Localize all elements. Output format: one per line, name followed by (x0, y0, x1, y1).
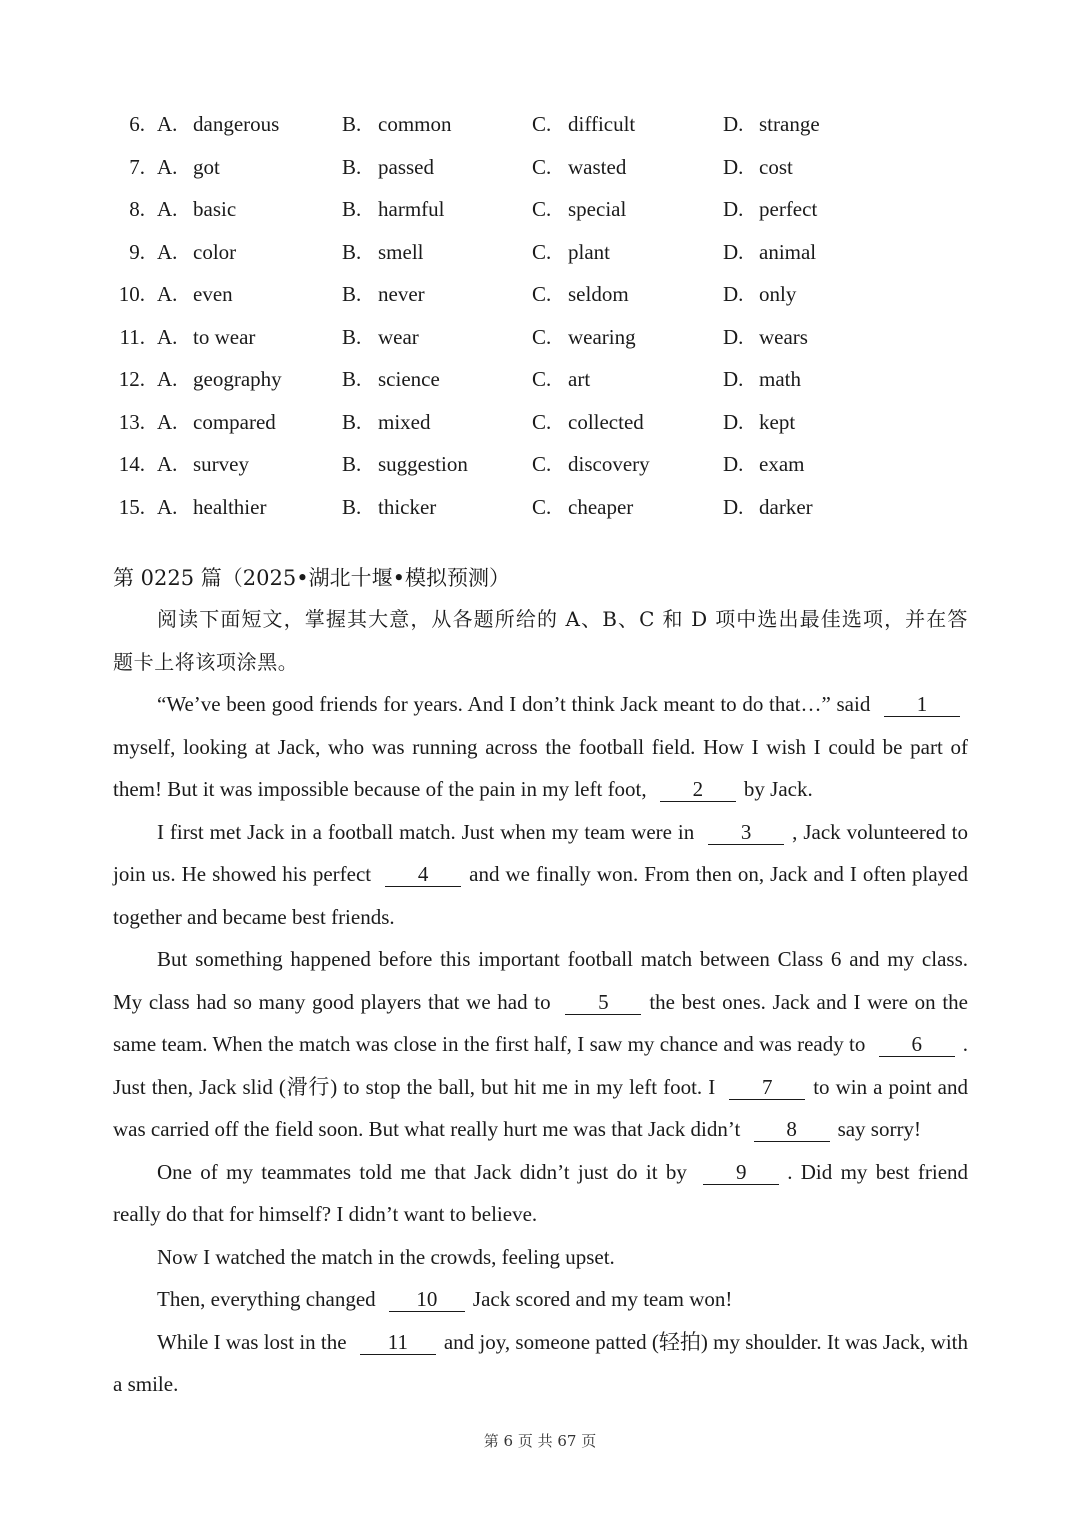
option-row (113, 486, 873, 529)
choice-c: C. seldom (532, 282, 629, 306)
choice-c: C. special (532, 197, 627, 221)
choice-c: C. discovery (532, 452, 650, 476)
question-number: 9. (129, 239, 145, 264)
option-row (113, 231, 873, 274)
answer-blank: 5 (565, 990, 641, 1015)
passage-paragraph: “We’ve been good friends for years. And I don’t think Jack meant to do that…” said 1myself, looking at Jack, who was running across the football field. How I wish I could be part of them! But it was impossible because of the pain in my left foot, 2 by Jack. (113, 692, 968, 801)
passage-paragraph: Now I watched the match in the crowds, feeling upset. (157, 1244, 615, 1269)
answer-blank: 11 (360, 1330, 436, 1355)
choice-a: A. compared (157, 409, 276, 434)
choice-d: D. strange (723, 112, 820, 136)
option-row (113, 273, 873, 316)
choice-d: D. animal (723, 239, 817, 264)
choice-b: B. common (342, 112, 452, 136)
choice-b: B. smell (342, 239, 424, 264)
question-number: 10. (118, 282, 145, 306)
choice-d: D. exam (723, 452, 805, 476)
choice-a: A. healthier (157, 494, 267, 519)
passage-paragraph: I first met Jack in a football match. Just when my team were in 3 , Jack volunteered to join us. He showed his perfect 4 and we finally won. From then on, Jack and I often played together and became best friends. (113, 819, 968, 929)
choice-a: A. basic (157, 197, 237, 221)
option-row (113, 103, 873, 146)
choice-b: B. wear (342, 324, 419, 349)
answer-blank: 7 (729, 1075, 805, 1100)
answer-blank: 2 (660, 777, 736, 802)
choice-b: B. mixed (342, 409, 431, 434)
choice-c: C. wearing (532, 324, 636, 349)
choice-a: A. geography (157, 367, 282, 391)
choice-c: C. cheaper (532, 494, 634, 519)
choice-d: D. cost (723, 154, 793, 179)
choice-a: A. even (157, 282, 233, 306)
answer-blank: 6 (879, 1032, 955, 1057)
section-heading: 第 0225 篇（2025•湖北十堰•模拟预测） (113, 566, 511, 590)
question-number: 13. (118, 409, 145, 434)
question-number: 14. (118, 452, 145, 476)
choice-a: A. color (157, 239, 237, 264)
choice-d: D. perfect (723, 197, 818, 221)
answer-blank: 1 (884, 692, 960, 717)
question-number: 11. (119, 324, 145, 349)
choice-c: C. plant (532, 239, 610, 264)
choice-a: A. dangerous (157, 112, 280, 136)
choice-d: D. kept (723, 409, 796, 434)
choice-d: D. math (723, 367, 801, 391)
passage-paragraph: Then, everything changed 10 Jack scored and my team won! (157, 1287, 733, 1311)
option-row (113, 316, 873, 359)
choice-b: B. never (342, 282, 425, 306)
choice-c: C. wasted (532, 154, 627, 179)
answer-blank: 4 (385, 862, 461, 887)
option-row (113, 443, 873, 486)
choice-c: C. art (532, 367, 591, 391)
choice-b: B. harmful (342, 197, 445, 221)
choice-b: B. suggestion (342, 452, 468, 476)
option-row (113, 188, 873, 231)
choice-c: C. difficult (532, 112, 636, 136)
page-footer: 第 6 页 共 67 页 (483, 1432, 597, 1450)
answer-blank: 9 (703, 1160, 779, 1185)
answer-blank: 10 (389, 1287, 465, 1312)
question-number: 6. (129, 112, 145, 136)
option-row (113, 146, 873, 189)
answer-blank: 3 (708, 820, 784, 845)
choice-b: B. science (342, 367, 440, 391)
option-row (113, 401, 873, 444)
options-table (113, 103, 873, 528)
question-number: 8. (129, 197, 145, 221)
passage-paragraph: While I was lost in the 11 and joy, someone patted (轻拍) my shoulder. It was Jack, with a smile. (113, 1329, 969, 1396)
reading-passage (113, 598, 968, 1406)
choice-b: B. passed (342, 154, 434, 179)
question-number: 7. (129, 154, 145, 179)
choice-d: D. only (723, 282, 797, 306)
passage-paragraph: One of my teammates told me that Jack didn’t just do it by 9 . Did my best friend really do that for himself? I didn’t want to believe. (113, 1159, 969, 1226)
question-number: 15. (118, 494, 145, 519)
instruction-paragraph: 阅读下面短文，掌握其大意，从各题所给的 A、B、C 和 D 项中选出最佳选项，并在答题卡上将该项涂黑。 (113, 607, 968, 674)
choice-a: A. got (157, 154, 220, 179)
answer-blank: 8 (754, 1117, 830, 1142)
choice-a: A. to wear (157, 324, 256, 349)
choice-b: B. thicker (342, 494, 437, 519)
choice-a: A. survey (157, 452, 249, 476)
choice-d: D. darker (723, 494, 813, 519)
choice-d: D. wears (723, 324, 808, 349)
passage-paragraph: But something happened before this important football match between Class 6 and my class. My class had so many good players that we had to 5 the best ones. Jack and I were on the same team. When the match was close in the first half, I saw my chance and was ready to 6 . Just then, Jack slid (滑行) to stop the ball, but hit me in my left foot. I 7 to win a point and was carried off the field soon. But what really hurt me was that Jack didn’t 8 say sorry! (113, 947, 969, 1141)
option-row (113, 358, 873, 401)
question-number: 12. (118, 367, 145, 391)
choice-c: C. collected (532, 409, 644, 434)
